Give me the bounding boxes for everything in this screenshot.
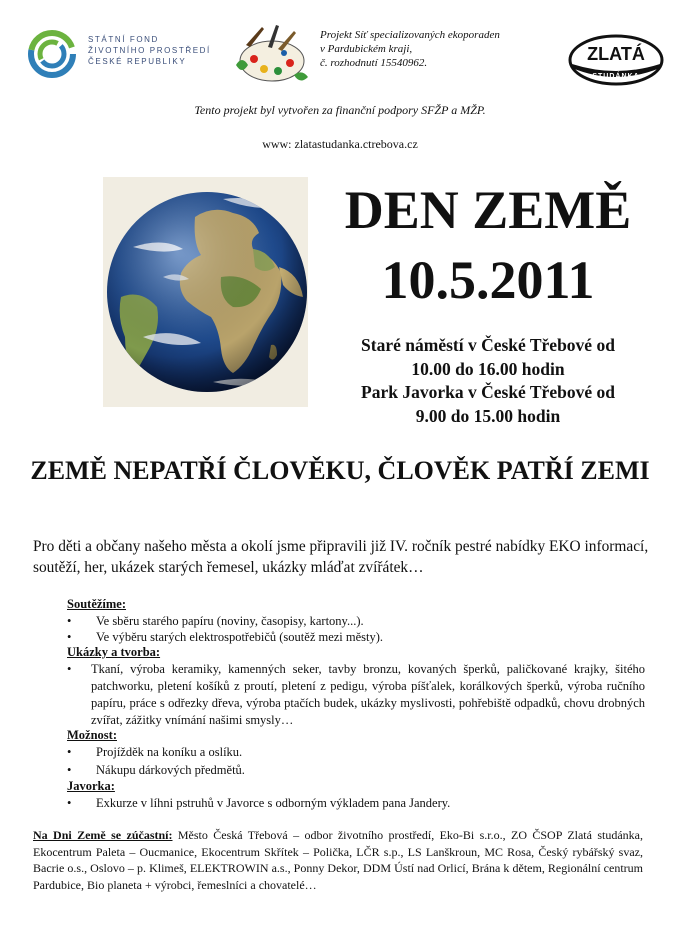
venue-line-3: Park Javorka v České Třebové od — [361, 382, 615, 402]
project-info — [320, 28, 500, 70]
bullet-icon: • — [67, 662, 72, 676]
list-item — [67, 795, 627, 812]
section-heading-souteze: Soutěžíme: — [67, 597, 127, 611]
zlata-studanka-logo — [568, 34, 664, 86]
section-heading-javorka: Javorka: — [67, 779, 115, 793]
bullet-icon: • — [67, 796, 72, 810]
venue-line-4: 9.00 do 15.00 hodin — [415, 405, 561, 426]
bullet-icon: • — [67, 630, 72, 644]
list-item — [67, 629, 627, 646]
venue-info — [312, 334, 664, 428]
project-line-2: v Pardubickém kraji, — [320, 43, 413, 55]
list-item — [67, 744, 627, 761]
bullet-icon: • — [67, 745, 72, 759]
section-heading-moznost: Možnost: — [67, 728, 117, 742]
participants-paragraph — [33, 827, 643, 893]
venue-line-2: 10.00 do 16.00 hodin — [411, 358, 565, 379]
list-item — [67, 613, 627, 630]
sfzp-line-2: ŽIVOTNÍHO PROSTŘEDÍ — [88, 46, 211, 55]
bullet-icon: • — [67, 763, 72, 777]
support-note: Tento projekt byl vytvořen za finanční podpory SFŽP a MŽP. — [194, 103, 486, 117]
list-item-text: Tkaní, výroba keramiky, kamenných seker, tavby bronzu, kovaných šperků, paličkované krajky, šitého patchworku, pletení košíků z proutí, pletení z pedigu, výroba píšťalek, korálkových šperků, výroba ručního papíru, práce s odřezky dřeva, výroba ptačích budek, ukázky myslivosti, pohřebiště odpadků, chovu drobných zvířat, zážitky vnímání našimi smysly… — [91, 662, 645, 727]
venue-line-1: Staré náměstí v České Třebové od — [361, 335, 615, 355]
list-item-text: Ve sběru starého papíru (noviny, časopisy, kartony...). — [96, 614, 364, 628]
sfzp-line-3: ČESKÉ REPUBLIKY — [88, 57, 187, 66]
list-item-text: Projížděk na koníku a oslíku. — [96, 745, 243, 759]
list-item-text: Nákupu dárkových předmětů. — [96, 763, 245, 777]
intro-paragraph: Pro děti a občany našeho města a okolí jsme připravili již IV. ročník pestré nabídky EKO informací, soutěží, her, ukázek starých řemesel, ukázky mláďat zvířátek… — [33, 538, 649, 576]
slogan: ZEMĚ NEPATŘÍ ČLOVĚKU, ČLOVĚK PATŘÍ ZEMI — [30, 456, 650, 485]
zlata-logo-top-text: ZLATÁ — [587, 44, 645, 64]
sfzp-line-1: STÁTNÍ FOND — [88, 35, 159, 44]
event-title: DEN ZEMĚ — [344, 180, 632, 240]
participants-label: Na Dni Země se zúčastní: — [33, 828, 173, 842]
list-item-text: Ve výběru starých elektrospotřebičů (soutěž mezi městy). — [96, 630, 384, 644]
list-item — [67, 762, 627, 779]
earth-globe-icon — [103, 177, 308, 407]
earth-image — [103, 177, 308, 407]
website-address: www: zlatastudanka.ctrebova.cz — [262, 137, 418, 151]
list-item — [67, 661, 645, 729]
ecology-painting-logo-icon — [232, 25, 310, 87]
project-line-3: č. rozhodnutí 15540962. — [320, 57, 428, 69]
list-item-text: Exkurze v líhni pstruhů v Javorce s odborným výkladem pana Jandery. — [96, 796, 451, 810]
participants-text: Město Česká Třebová – odbor životního prostředí, Eko-Bi s.r.o., ZO ČSOP Zlatá studánka, Ekocentrum Paleta – Oucmanice, Ekocentrum Skřítek – Polička, LČR s.p., LS Lanškroun, MC Rosa, Český rybářský svaz, Bacrie o.s., Oslovo – p. Klimeš, ELEKTROWIN a.s., Ponny Dekor, DDM Ústí nad Orlicí, Brána k dětem, Regionální centrum Pardubice, Bio planeta + výrobci, řemeslníci a chovatelé… — [33, 828, 643, 892]
zlata-logo-bottom-text: STUDÁNKA — [592, 73, 640, 80]
event-date: 10.5.2011 — [381, 250, 595, 310]
section-heading-ukazky: Ukázky a tvorba: — [67, 645, 161, 659]
sfzp-circle-icon — [28, 30, 76, 78]
sfzp-logo — [28, 30, 228, 80]
bullet-icon: • — [67, 614, 72, 628]
project-line-1: Projekt Síť specializovaných ekoporaden — [320, 29, 500, 41]
